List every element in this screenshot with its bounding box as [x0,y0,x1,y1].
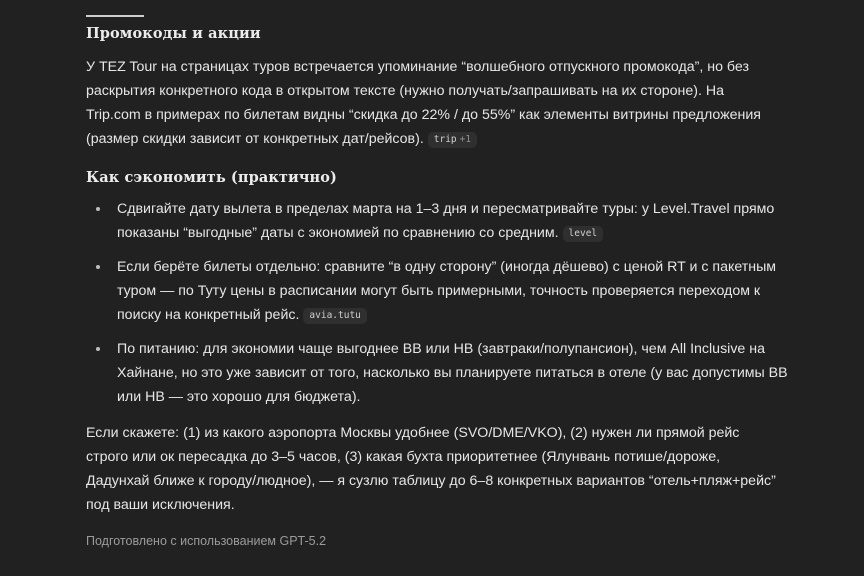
citation-chip-trip[interactable]: trip +1 [428,132,477,148]
list-item: По питанию: для экономии чаще выгоднее BB или HB (завтраки/полупансион), чем All Inclusive на Хайнане, но это уже зависит от того, насколько вы планируете питаться в отеле (у вас допустимы BB или HB — это хорошо для бюджета). [86,337,807,409]
save-heading: Как сэкономить (практично) [86,169,337,186]
promo-text: У TEZ Tour на страницах туров встречается упоминание “волшебного отпускного промокода”, но без раскрытия конкретного кода в открытом тексте (нужно получать/запрашивать на их стороне). На Trip.com в примерах по билетам видны “скидка до 22% / до 55%” как элементы витрины предложения (размер скидки зависит от конкретных дат/рейсов). [86,59,761,147]
bullet-icon [96,265,100,269]
promo-heading: Промокоды и акции [86,25,261,42]
citation-extra-count: +1 [459,134,472,145]
citation-chip-level[interactable]: level [563,226,604,242]
bullet-icon [96,207,100,211]
model-footnote: Подготовлено с использованием GPT-5.2 [86,534,327,548]
citation-chip-avia-tutu[interactable]: avia.tutu [303,308,366,324]
list-item: Сдвигайте дату вылета в пределах марта на 1–3 дня и пересматривайте туры: у Level.Travel прямо показаны “выгодные” даты с экономией по сравнению со средним. level [86,197,807,245]
list-item: Если берёте билеты отдельно: сравните “в одну сторону” (иногда дёшево) с ценой RT и с пакетным туром — по Туту цены в расписании могут быть примерными, точность проверяется переходом к поиску на конкретный рейс. avia.tutu [86,255,807,327]
section-divider [86,15,144,17]
bullet-icon [96,347,100,351]
tips-list [86,197,846,419]
closing-paragraph: Если скажете: (1) из какого аэропорта Москвы удобнее (SVO/DME/VKO), (2) нужен ли прямой рейс строго или ок пересадка до 3–5 часов, (3) какая бухта приоритетнее (Ялунвань потише/дороже, Дадунхай ближе к городу/людное), — я сузлю таблицу до 6–8 конкретных вариантов “отель+пляж+рейс” под ваши исключения. [86,425,776,513]
promo-paragraph [86,55,776,151]
